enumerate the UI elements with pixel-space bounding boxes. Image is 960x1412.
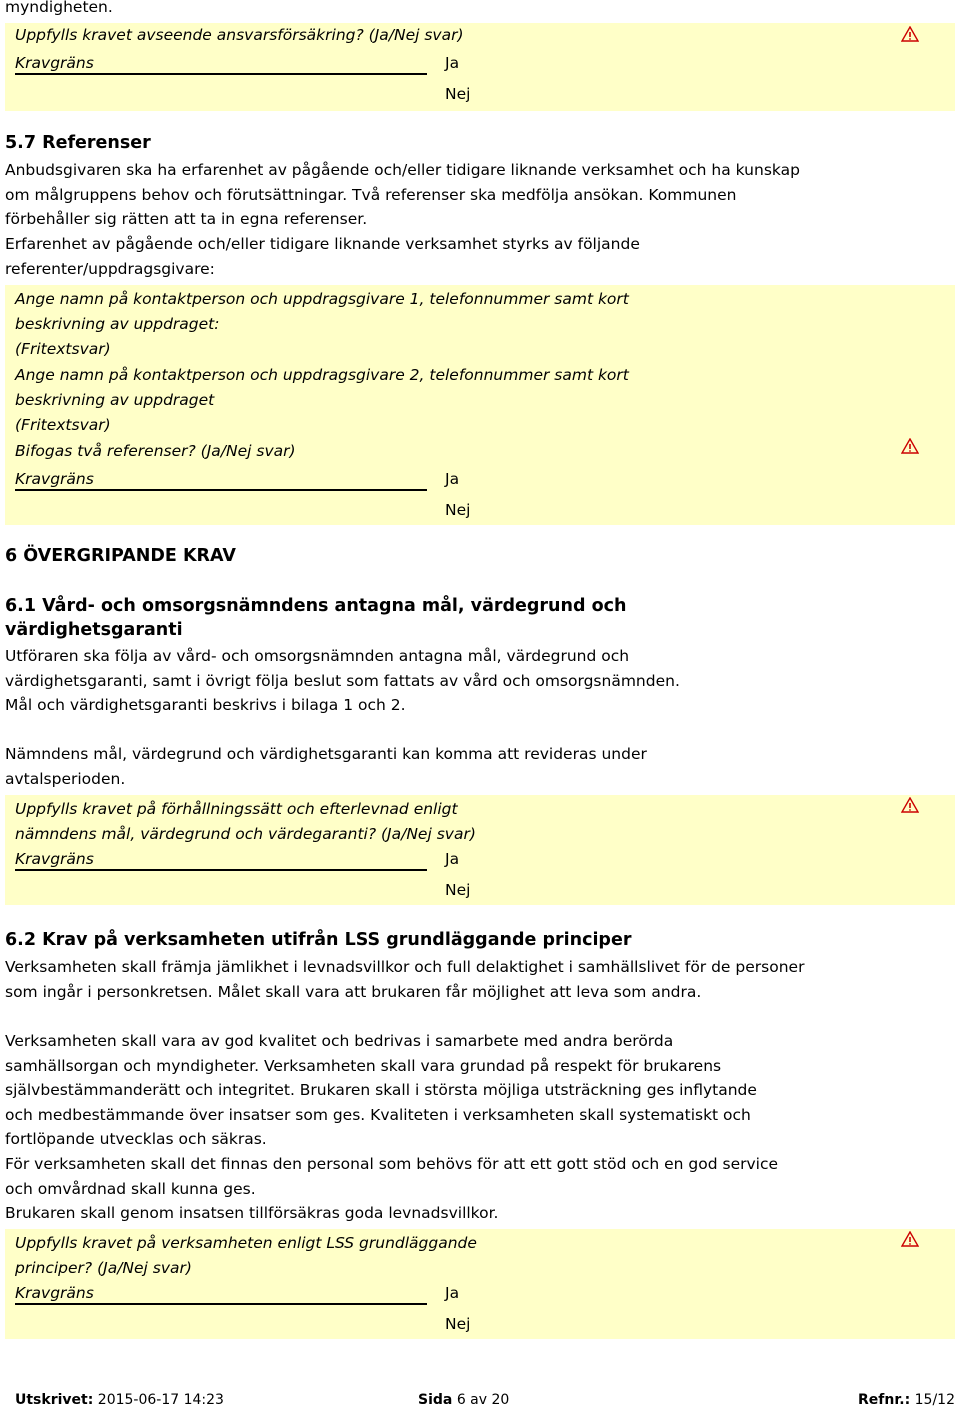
section-6-2-body-1: Verksamheten skall främja jämlikhet i levnadsvillkor och full delaktighet i samhällslivet för de personer som ingår i personkretsen. Målet skall vara att brukaren får möjlighet att leva som andra. bbox=[5, 958, 805, 1001]
option-yes[interactable]: Ja bbox=[445, 1284, 460, 1302]
krav-label: Kravgräns bbox=[15, 470, 94, 488]
section-6-2-body-2: Verksamheten skall vara av god kvalitet och bedrivas i samarbete med andra berörda samhällsorgan och myndigheter. Verksamheten skall vara grundad på respekt för brukarens självbestämmanderätt och integritet. Brukaren skall i största möjliga utsträckning ges inflytande och medbestämmande över insatser som ges. Kvaliteten i verksamheten skall systematiskt och fortlöpande utvecklas och säkras. bbox=[5, 1032, 757, 1148]
ref-value: 15/12 bbox=[914, 1392, 955, 1408]
option-yes[interactable]: Ja bbox=[445, 54, 460, 72]
krav-label: Kravgräns bbox=[15, 1284, 94, 1302]
option-no[interactable]: Nej bbox=[445, 1315, 471, 1333]
section-6-2-body-3: För verksamheten skall det finnas den personal som behövs för att ett gott stöd och en god service och omvårdnad skall kunna ges. bbox=[5, 1155, 779, 1198]
krav-underline bbox=[15, 869, 427, 871]
reference-1-type[interactable]: (Fritextsvar) bbox=[15, 340, 111, 358]
section-5-7-body-1: Anbudsgivaren ska ha erfarenhet av pågående och/eller tidigare liknande verksamhet och ha kunskap om målgruppens behov och förutsättningar. Två referenser ska medfölja ansökan. Kommunen förbehåller sig rätten att ta in egna referenser. bbox=[5, 161, 800, 228]
page-label: Sida bbox=[418, 1392, 453, 1408]
question-box-references bbox=[5, 285, 955, 525]
reference-1-prompt: Ange namn på kontaktperson och uppdragsgivare 1, telefonnummer samt kort beskrivning av uppdraget: bbox=[15, 290, 629, 333]
question-box-insurance bbox=[5, 23, 955, 111]
ref-label: Refnr.: bbox=[858, 1392, 911, 1408]
section-heading-5-7: 5.7 Referenser bbox=[5, 133, 151, 153]
reference-2-type[interactable]: (Fritextsvar) bbox=[15, 416, 111, 434]
warning-icon bbox=[901, 1231, 919, 1247]
warning-icon bbox=[901, 438, 919, 454]
question-text: Uppfylls kravet avseende ansvarsförsäkring? (Ja/Nej svar) bbox=[15, 26, 464, 44]
section-6-1-body-1: Utföraren ska följa av vård- och omsorgsnämnden antagna mål, värdegrund och värdighetsgaranti, samt i övrigt följa beslut som fattats av vård och omsorgsnämnden. bbox=[5, 647, 680, 690]
section-heading-6-1: 6.1 Vård- och omsorgsnämndens antagna mål, värdegrund och värdighetsgaranti bbox=[5, 596, 627, 640]
reference-2-prompt: Ange namn på kontaktperson och uppdragsgivare 2, telefonnummer samt kort beskrivning av uppdraget bbox=[15, 366, 629, 409]
warning-icon bbox=[901, 797, 919, 813]
option-no[interactable]: Nej bbox=[445, 85, 471, 103]
option-no[interactable]: Nej bbox=[445, 881, 471, 899]
section-6-1-body-2: Mål och värdighetsgaranti beskrivs i bilaga 1 och 2. bbox=[5, 696, 406, 714]
section-6-2-body-4: Brukaren skall genom insatsen tillförsäkras goda levnadsvillkor. bbox=[5, 1204, 499, 1222]
question-box-lss bbox=[5, 1229, 955, 1339]
question-box-values bbox=[5, 795, 955, 905]
option-no[interactable]: Nej bbox=[445, 501, 471, 519]
question-text: Uppfylls kravet på verksamheten enligt LSS grundläggande principer? (Ja/Nej svar) bbox=[15, 1234, 477, 1277]
krav-underline bbox=[15, 489, 427, 491]
section-heading-6-2: 6.2 Krav på verksamheten utifrån LSS grundläggande principer bbox=[5, 930, 632, 950]
warning-icon bbox=[901, 26, 919, 42]
krav-underline bbox=[15, 1303, 427, 1305]
option-yes[interactable]: Ja bbox=[445, 850, 460, 868]
question-text: Uppfylls kravet på förhållningssätt och efterlevnad enligt nämndens mål, värdegrund och värdegaranti? (Ja/Nej svar) bbox=[15, 800, 476, 843]
question-text: Bifogas två referenser? (Ja/Nej svar) bbox=[15, 442, 296, 460]
printed-value: 2015-06-17 14:23 bbox=[97, 1392, 224, 1408]
printed-label: Utskrivet: bbox=[15, 1392, 94, 1408]
option-yes[interactable]: Ja bbox=[445, 470, 460, 488]
krav-label: Kravgräns bbox=[15, 54, 94, 72]
page-footer bbox=[15, 1390, 955, 1412]
page-value: 6 av 20 bbox=[456, 1392, 510, 1408]
section-heading-6: 6 ÖVERGRIPANDE KRAV bbox=[5, 546, 236, 566]
section-6-1-body-3: Nämndens mål, värdegrund och värdighetsgaranti kan komma att revideras under avtalsperioden. bbox=[5, 745, 647, 788]
krav-underline bbox=[15, 73, 427, 75]
section-5-7-body-2: Erfarenhet av pågående och/eller tidigare liknande verksamhet styrks av följande referenter/uppdragsgivare: bbox=[5, 235, 640, 278]
intro-tail: myndigheten. bbox=[5, 0, 113, 16]
krav-label: Kravgräns bbox=[15, 850, 94, 868]
